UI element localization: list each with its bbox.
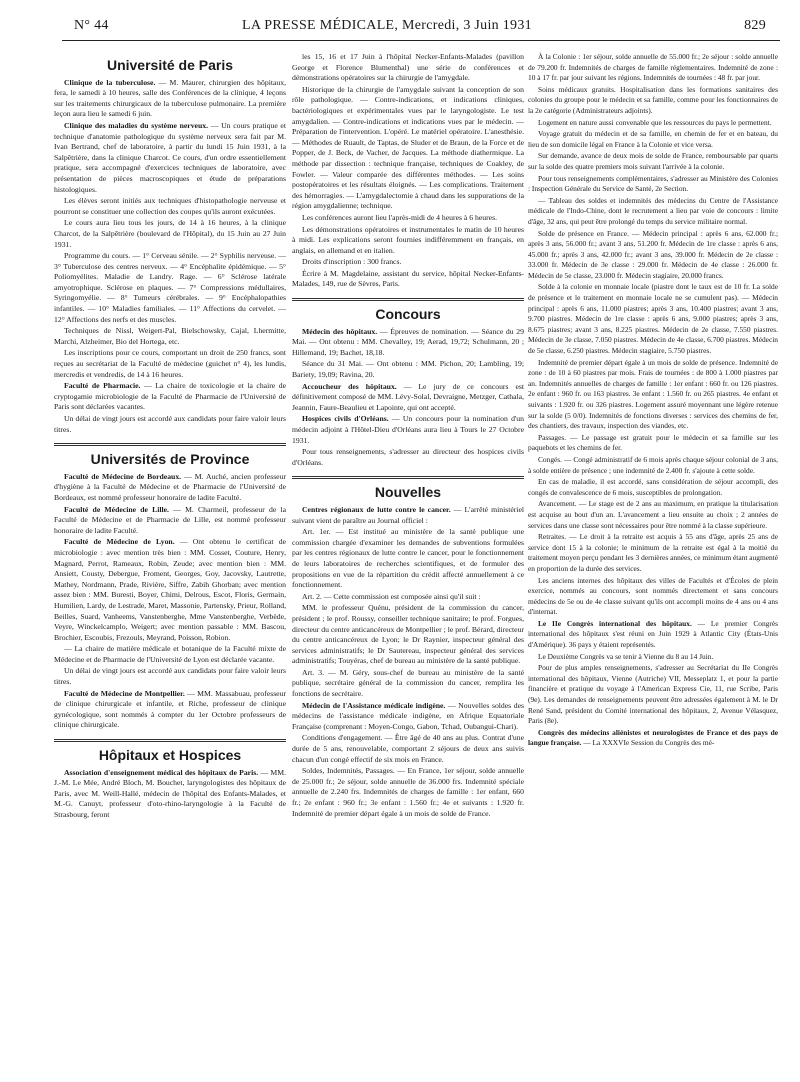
item-text: — Le premier Congrès international des hôpitaux s'est réuni en Juin 1929 à Atlantic City (États-Unis d'Amérique). 36 pays y étaient représentés. — [528, 618, 778, 650]
section-title-universite-paris: Université de Paris — [106, 57, 234, 73]
paragraph — [54, 768, 286, 821]
paragraph: — Tableau des soldes et indemnités des médecins du Centre de l'Assistance médicale de l'Indo-Chine, dont le recrutement a lieu par voie de concours : limite d'âge, 32 ans, qui peut être prolongé du temps du service militaire normal. — [528, 195, 778, 226]
paragraph: Le Deuxième Congrès va se tenir à Vienne du 8 au 14 Juin. — [538, 651, 714, 661]
paragraph — [528, 728, 778, 749]
item-heading: Hospices civils d'Orléans. — [302, 414, 389, 424]
paragraph — [292, 414, 524, 446]
item-heading: Clinique des maladies du système nerveux. — [64, 120, 208, 130]
paragraph — [292, 327, 524, 359]
paragraph: Retraites. — Le droit à la retraite est acquis à 55 ans d'âge, après 25 ans de service dont 15 à la colonie; le minimum de la retraite est égal à la moitié du traitement moyen perçu pendant les 3 dernières années, ce minimum étant augmenté en proportion de la durée des services. — [528, 532, 778, 573]
paragraph: Les élèves seront initiés aux techniques d'histopathologie nerveuse et pourront se constituer une collection des coupes qu'ils auront exécutées. — [54, 196, 286, 216]
paragraph: Techniques de Nissl, Weigert-Pal, Bielschowsky, Cajal, Lhermitte, Marchi, Alzheimer, Bio del Hortega, etc. — [54, 326, 286, 346]
paragraph: Programme du cours. — 1° Cerveau sénile. — 2° Syphilis nerveuse. — 3° Tuberculose des centres nerveux. — 4° Encéphalite épidémique. — 5° Poliomyélites. Maladie de Landry. Rage. — 6° Sclérose latérale amyotrophique. Sclérose en plaques. — 7° Compressions médullaires, Syringomyélie. — 8° Tumeurs cérébrales. — 9° Encéphalopathies infantiles. — 10° Maladies familiales. — 11° Affections du cervelet. — 12° Affections des nerfs et des muscles. — [54, 251, 286, 324]
item-heading: Faculté de Pharmacie. — [64, 381, 141, 391]
section-title-hopitaux: Hôpitaux et Hospices — [98, 747, 242, 764]
paragraph: Soldes, Indemnités, Passages. — En France, 1er séjour, solde annuelle de 25.000 fr.; 2e séjour, solde annuelle de 36.000 frs. Indemnité spéciale annuelle de 2.240 frs. Indemnités de charges de famille : 1er enfant, 660 fr.; 2e enfant : 960 fr.; 3e enfant : 1.560 fr.; 4e et suivants : 1.920 fr. Indemnité de premier départ égale à un mois de solde de France. — [292, 766, 524, 818]
paragraph: Conditions d'engagement. — Être âgé de 40 ans au plus. Contrat d'une durée de 5 ans, renouvelable, comportant 2 séjours de deux ans suivis chacun d'un congé effectif de six mois en France. — [292, 733, 524, 764]
column-1 — [54, 52, 286, 1072]
item-heading: Accoucheur des hôpitaux. — [302, 381, 397, 391]
paragraph: Indemnité de premier départ égale à un mois de solde de présence. Indemnité de zone : de 10 à 60 piastres par mois. Frais de tournées : de 800 à 1.000 piastres par an. Indemnités annuelles de charges de famille : 1er enfant : 660 fr. ou 126 piastres. 2e enfant : 960 fr. ou 163 piastres. 3e enfant : 1.560 fr. ou 265 piastres. 4e enfant et suivants : 1.920 fr. ou 326 piastres. Logement assuré moyennant une légère retenue sur la solde (5 0/0). Indemnités de fonctions diverses : services des chemins de fer, des chantiers, des travaux, inspection des viandes, etc. — [528, 357, 778, 431]
paragraph — [292, 505, 524, 526]
section-divider — [54, 443, 286, 446]
paragraph: Un délai de vingt jours est accordé aux candidats pour faire valoir leurs titres. — [54, 666, 286, 687]
paragraph: Les conférences auront lieu l'après-midi de 4 heures à 6 heures. — [302, 212, 497, 222]
paragraph: Un délai de vingt jours est accordé aux candidats pour faire valoir leurs titres. — [54, 414, 286, 434]
column-3 — [528, 52, 778, 1072]
item-text: — L'arrêté ministériel suivant vient de paraître au Journal officiel : — [292, 504, 524, 525]
paragraph — [54, 472, 286, 504]
paragraph: Congés. — Congé administratif de 6 mois après chaque séjour colonial de 3 ans, à solde entière de présence ; une indemnité de 2.400 fr. s'ajoute à cette solde. — [528, 454, 778, 475]
item-text: — Un cours pratique et technique d'anatomie pathologique du système nerveux sera fait par M. Ivan Bertrand, chef de laboratoire, à partir du lundi 15 Juin 1931, à la Salpêtrière, dans la clinique Charcot. Ce cours, d'un ordre essentiellement pratique, sera accompagné d'exercices techniques de laboratoire, avec présentation de pièces macroscopiques et étude de préparations histologiques. — [54, 120, 286, 194]
item-heading: Faculté de Médecine de Lille. — [64, 504, 169, 514]
paragraph — [292, 701, 524, 733]
paragraph: — La chaire de matière médicale et botanique de la Faculté mixte de Médecine et de Pharmacie de l'Université de Lyon est déclarée vacante. — [54, 644, 286, 664]
item-text: — La chaire de toxicologie et la chaire de cryptogamie microbiologie de la Faculté de Pharmacie de l'Université de Paris sont déclarées vacantes. — [54, 381, 286, 412]
section-title-universites-province: Universités de Province — [90, 451, 250, 468]
paragraph: Pour tous renseignements, s'adresser au directeur des hospices civils d'Orléans. — [292, 447, 524, 467]
page-header — [62, 14, 780, 41]
paragraph: Logement en nature aussi convenable que les ressources du pays le permettent. — [538, 117, 772, 127]
item-heading: Faculté de Médecine de Bordeaux. — [64, 471, 182, 481]
paragraph: Voyage gratuit du médecin et de sa famille, en chemin de fer et en bateau, du lieu de son domicile légal en France à la Colonie et vice versa. — [528, 129, 778, 149]
paragraph: Solde à la colonie en monnaie locale (piastre dont le taux est de 10 fr. La solde de présence et le traitement en monnaie locale ne se cumulent pas). — Médecin principal : après 6 ans, 11.000 piastres; après 3 ans, 10.400 piastres; avant 3 ans, 9.700 piastres. Médecin de 1re classe : après 6 ans, 9.000 piastres; après 3 ans, 8.675 piastres; avant 3 ans, 8.225 piastres. Médecin de 2e classe, 7.550 piastres. Médecin de 3e classe, 7.050 piastres. Médecin de 4e classe, 6.700 piastres. Médecin de 5e classe, 6.250 piastres. Médecin stagiaire, 5.750 piastres. — [528, 282, 778, 356]
paragraph — [54, 537, 286, 643]
paragraph — [54, 381, 286, 413]
section-divider — [292, 298, 524, 301]
section-divider — [292, 476, 524, 479]
paragraph: Pour tous renseignements complémentaires, s'adresser au Ministère des Colonies : Inspection Générale du Service de Santé, 2e Section. — [528, 173, 778, 194]
item-text: — La XXXVIe Session du Congrès des mé- — [583, 738, 715, 748]
item-text: — Un concours pour la nomination d'un médecin adjoint à l'Hôtel-Dieu d'Orléans aura lieu à Tours le 27 Octobre 1931. — [292, 414, 524, 445]
paragraph: Les démonstrations opératoires et instrumentales le matin de 10 heures à midi. Les explications seront fournies indifféremment en français, en anglais, en allemand et en italien. — [292, 224, 524, 255]
item-heading: Médecin des hôpitaux. — [302, 326, 378, 336]
item-heading: Clinique de la tuberculose. — [64, 77, 156, 87]
paragraph — [54, 121, 286, 195]
paragraph: Art. 3. — M. Géry, sous-chef de bureau au ministère de la santé publique, secrétaire général de la commission du cancer, remplira les fonctions de secrétaire. — [292, 667, 524, 699]
paragraph — [54, 689, 286, 731]
paragraph: Les inscriptions pour ce cours, comportant un droit de 250 francs, sont reçues au secrétariat de la Faculté de médecine (guichet n° 4), les lundis, mercredis et vendredis, de 14 à 16 heures. — [54, 348, 286, 379]
item-heading: Le IIe Congrès international des hôpitaux. — [538, 618, 692, 628]
item-text: — M. Auché, ancien professeur d'hygiène à la Faculté de Médecine et de Pharmacie de l'Université de Bordeaux, est nommé professeur honoraire de ladite Faculté. — [54, 471, 286, 502]
column-2 — [292, 52, 524, 1072]
paragraph: Séance du 31 Mai. — Ont obtenu : MM. Pichon, 20; Lambling, 19; Bariety, 19,09; Ravina, 20. — [292, 359, 524, 380]
paragraph: MM. le professeur Quénu, président de la commission du cancer, président ; le prof. Roussy, conseiller technique sanitaire; le prof. Forgues, directeur du centre anticancéreux de Montpellier ; le prof. Bérard, directeur du centre anticancéreux de Lyon; le Dr Raynier, inspecteur général des services administratifs; le Dr Sautereau, inspecteur général des services administratifs; Touyéras, chef de bureau au ministère de la santé publique. — [292, 603, 524, 666]
paragraph — [528, 619, 778, 651]
item-heading: Faculté de Médecine de Lyon. — [64, 537, 175, 547]
paragraph — [292, 382, 524, 414]
paragraph: Le cours aura lieu tous les jours, de 14 à 16 heures, à la clinique Charcot, de la Salpêtrière (boulevard de l'Hôpital), du 15 Juin au 27 Juin 1931. — [54, 218, 286, 249]
paragraph — [54, 78, 286, 120]
item-text: — Ont obtenu le certificat de microbiologie : avec mention très bien : MM. Cosset, Couture, Henry, Magnard, Perrot, Rameaux, Robin, Zeude; avec mention bien : MM. Ansiett, Cousty, Debergue, Froment, Georges, Goy, Jacovsky, Lautrette, Mathey, Nordmann, Prade, Rivière, Siffre, Zabih Ghorban; avec mention assez bien : MM. Buresti, Boyer, Chimi, Delrous, Escot, Floris, Germain, Humilien, Lardy, de Lestrade, Maret, Massonie, Partensky, Prieur, Rolland, Beilles, Suard, Vanheems, Vanstenberghe, Mme Vanstenberghe, Verbède, Veyre, Winckelcamplo, Weigert; avec mention passable : MM. Bascou, Brochier, Escoubis, Frezouls, Meyrand, Poisson, Robion. — [54, 537, 286, 642]
paragraph: À la Colonie : 1er séjour, solde annuelle de 55.000 fr.; 2e séjour : solde annuelle de 79.200 fr. Indemnités de charges de famille réglementaires. Indemnité de zone : 10 à 17 fr. par jour suivant les régions. Indemnités de tournées : 48 fr. par jour. — [528, 52, 778, 83]
paragraph: Solde de présence en France. — Médecin principal : après 6 ans, 62.000 fr.; après 3 ans, 56.000 fr.; avant 3 ans, 51.200 fr. Médecin de 1re classe : après 6 ans, 45.000 fr.; après 3 ans, 42.000 fr.; avant 3 ans, 39.000 fr. Médecin de 2e classe : 33.000 fr. Médecin de 3e classe : 29.000 fr. Médecin de 4e classe : 26.000 fr. Médecin de 5e classe, 23.000 fr. Médecin stagiaire, 20.000 francs. — [528, 228, 778, 280]
item-text: — MM. Massabuau, professeur de clinique chirurgicale et infantile, et Riche, professeur de clinique gynécologique, sont nommés à compter du 1er Octobre professeurs de clinique chirurgicale. — [54, 688, 286, 730]
item-heading: Centres régionaux de lutte contre le cancer. — [302, 504, 451, 514]
section-divider — [54, 739, 286, 742]
issue-number: N° 44 — [74, 18, 109, 33]
journal-title: LA PRESSE MÉDICALE, Mercredi, 3 Juin 1931 — [242, 18, 532, 33]
paragraph: Pour de plus amples renseignements, s'adresser au Secrétariat du IIe Congrès international des hôpitaux, Vienne (Autriche) VII, Messeplatz 1, et pour la partie financière et pratique du voyage à l'American Express Cie, 11, rue Scribe, Paris (9e). Les demandes de renseignements peuvent être adressées également à M. le Dr René Sand, président du Comité international des hôpitaux, 2, Avenue Vélasquez, Paris (8e). — [528, 663, 778, 726]
item-heading: Congrès des médecins aliénistes et neurologistes de France et des pays de langue française. — [528, 727, 778, 748]
item-heading: Association d'enseignement médical des hôpitaux de Paris. — [64, 767, 259, 777]
paragraph: Passages. — Le passage est gratuit pour le médecin et sa famille sur les paquebots et les chemins de fer. — [528, 432, 778, 453]
item-text: — Nouvelles soldes des médecins de l'assistance médicale indigène, en Afrique Equatoriale Française (comprenant : Moyen-Congo, Gabon, Tchad, Oubangui-Chari). — [292, 700, 524, 731]
paragraph: Historique de la chirurgie de l'amygdale suivant la conception de son rôle pathologique. — Contre-indications, et indications cliniques, bactériologiques et expérimentales vues par le laryngologiste. Le test amygdalien. — Contre-indications et indications vues par le médecin. — Préparation de l'intervention. L'opéré. Le matériel opératoire. L'anesthésie. — Méthodes de Ruault, de Taptas, de Sluder et de Braun, de la Force et de Popper, de J. Beck, de Vacher, de Jacques. La méthode diathermique. La méthode par dissection : technique française, techniques de Coakley, de Fowler. — Valeur comparée des différentes méthodes. — Les soins postopératoires et les résultats éloignés. — Les complications. Traitement des hémorragies. — L'amygdalectomie à chaud dans les suppurations de la région amygdalienne; technique. — [292, 84, 524, 211]
item-heading: Faculté de Médecine de Montpellier. — [64, 688, 185, 698]
paragraph: Droits d'inscription : 300 francs. — [302, 257, 402, 267]
item-text: — Le jury de ce concours est définitivement composé de MM. Lévy-Solal, Devraigne, Metzger, Cathala, Jeannin, Faure-Beaulieu et Lapointe, qui ont accepté. — [292, 381, 524, 412]
item-text: — M. Charmeil, professeur de la Faculté de Médecine et de Pharmacie de Lille, est nommé professeur honoraire de ladite Faculté. — [54, 504, 286, 535]
section-title-nouvelles: Nouvelles — [374, 484, 442, 501]
item-text: — Épreuves de nomination. — Séance du 29 Mai. — Ont obtenu : MM. Chevalley, 19; Aerad, 19,72; Schulmann, 20 ; Hillemand, 19; Bachet, 18,18. — [292, 326, 524, 357]
item-text: — M. Maurer, chirurgien des hôpitaux, fera, le samedi à 10 heures, salle des Conférences de la clinique, 4 leçons sur les traitements chirurgicaux de la tuberculose pulmonaire. La première leçon aura lieu le samedi 6 juin. — [54, 77, 286, 119]
paragraph: Avancement. — Le stage est de 2 ans au maximum, en pratique la titularisation est acquise au bout d'un an. L'avancement a lieu ensuite au choix ; 2 années de services dans une classe sont nécessaires pour être nommé à la classe supérieure. — [528, 499, 778, 530]
paragraph: Soins médicaux gratuits. Hospitalisation dans les formations sanitaires des colonies du groupe pour le médecin et sa famille, comme pour les fonctionnaires de la 2e catégorie (Administrateurs adjoints). — [528, 84, 778, 115]
paragraph — [54, 505, 286, 537]
paragraph: les 15, 16 et 17 Juin à l'hôpital Necker-Enfants-Malades (pavillon George et Florence Blumenthal) une série de conférences et démonstrations opératoires sur la chirurgie de l'amygdale. — [292, 52, 524, 83]
item-text: — MM. J.-M. Le Mée, André Bloch, M. Bouchet, laryngologistes des hôpitaux de Paris, avec M. Weill-Hallé, médecin de l'hôpital des Enfants-Malades, et M.-G. Canuyt, professeur d'oto-rhino-laryngologie à la Faculté de Strasbourg, feront — [54, 767, 286, 819]
paragraph: Les anciens internes des hôpitaux des villes de Facultés et d'Écoles de plein exercice, nommés au concours, sont nommés directement et sans concours médecins de 5e ou de 4e classe suivant qu'ils ont accompli moins de 4 ans ou 4 ans d'internat. — [528, 575, 778, 617]
page-number: 829 — [744, 18, 766, 33]
item-heading: Médecin de l'Assistance médicale indigène. — [302, 700, 446, 710]
paragraph: Art. 2. — Cette commission est composée ainsi qu'il suit : — [302, 591, 481, 601]
paragraph: Écrire à M. Magdelaine, assistant du service, hôpital Necker-Enfants-Malades, 149, rue de Sèvres, Paris. — [292, 268, 524, 289]
paragraph: En cas de maladie, il est accordé, sans considération de séjour accompli, des congés de convalescence de 6 mois, susceptibles de prolongation. — [528, 477, 778, 497]
paragraph: Art. 1er. — Est institué au ministère de la santé publique une commission chargée d'examiner les demandes de subventions formulées par les centres régionaux de lutte contre le cancer, pour le fonctionnement de leurs laboratoires de recherches scientifiques, et de formuler des propositions en vue de la répartition du crédit affecté annuellement à ce fonctionnement. — [292, 527, 524, 590]
paragraph: Sur demande, avance de deux mois de solde de France, remboursable par quarts sur la solde des quatre premiers mois suivant l'arrivée à la colonie. — [528, 151, 778, 171]
section-title-concours: Concours — [375, 306, 441, 323]
